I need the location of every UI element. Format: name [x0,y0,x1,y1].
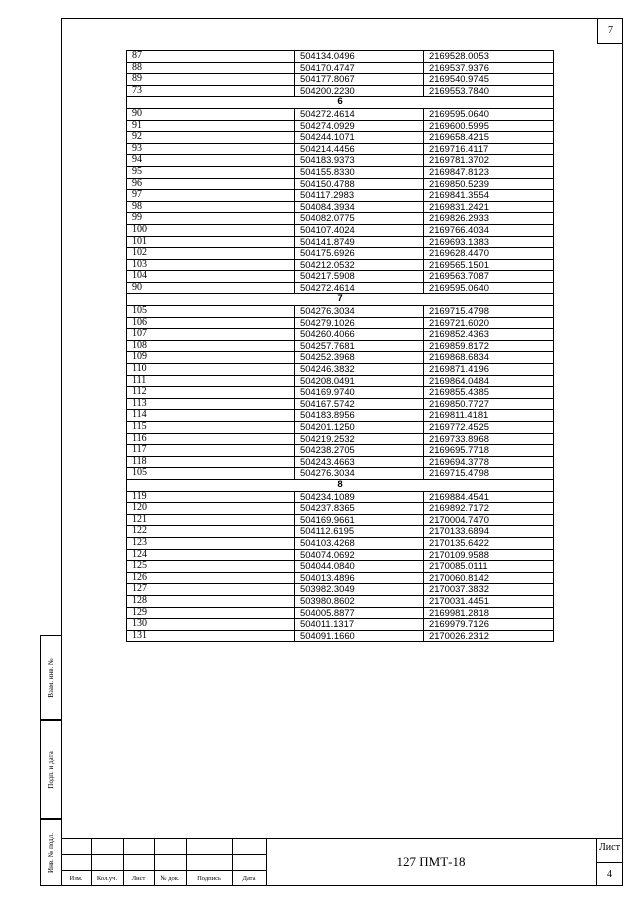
cell-x-coordinate: 504134.0496 [295,51,424,63]
cell-point-number: 106 [127,317,295,329]
cell-x-coordinate: 504200.2230 [295,85,424,97]
cell-x-coordinate: 504112.6195 [295,526,424,538]
side-label-inv-orig: Инв. № подл. [47,832,55,873]
cell-point-number: 122 [127,526,295,538]
cell-y-coordinate: 2169850.7727 [424,398,554,410]
cell-point-number: 123 [127,537,295,549]
cell-point-number: 125 [127,561,295,573]
table-row [127,248,554,260]
table-row [127,630,554,642]
table-row [127,561,554,573]
cell-x-coordinate: 504169.9740 [295,387,424,399]
table-row [127,375,554,387]
cell-x-coordinate: 503982.3049 [295,584,424,596]
cell-y-coordinate: 2169781.3702 [424,155,554,167]
cell-y-coordinate: 2169979.7126 [424,619,554,631]
cell-y-coordinate: 2169628.4470 [424,248,554,260]
cell-point-number: 116 [127,433,295,445]
table-row [127,190,554,202]
table-row [127,387,554,399]
cell-y-coordinate: 2169537.9376 [424,62,554,74]
cell-point-number: 119 [127,491,295,503]
table-row [127,132,554,144]
table-row [127,514,554,526]
cell-x-coordinate: 504141.8749 [295,236,424,248]
cell-y-coordinate: 2169694.3778 [424,456,554,468]
cell-point-number: 96 [127,178,295,190]
cell-x-coordinate: 504219.2532 [295,433,424,445]
table-row [127,201,554,213]
cell-y-coordinate: 2170133.6894 [424,526,554,538]
cell-y-coordinate: 2169868.6834 [424,352,554,364]
cell-x-coordinate: 504234.1089 [295,491,424,503]
cell-x-coordinate: 504208.0491 [295,375,424,387]
cell-x-coordinate: 504150.4788 [295,178,424,190]
title-block [61,838,623,886]
page-tab-number: 7 [597,18,623,44]
cell-x-coordinate: 504044.0840 [295,561,424,573]
cell-x-coordinate: 504279.1026 [295,317,424,329]
cell-y-coordinate: 2170085.0111 [424,561,554,573]
cell-y-coordinate: 2169859.8172 [424,340,554,352]
stamp-col-izm: Изм. [69,875,83,882]
cell-point-number: 90 [127,282,295,294]
cell-point-number: 114 [127,410,295,422]
cell-x-coordinate: 503980.8602 [295,595,424,607]
cell-x-coordinate: 504013.4896 [295,572,424,584]
table-row [127,364,554,376]
cell-point-number: 95 [127,166,295,178]
cell-x-coordinate: 504276.3034 [295,306,424,318]
coordinates-table [126,50,554,642]
cell-y-coordinate: 2169716.4117 [424,143,554,155]
cell-y-coordinate: 2170060.8142 [424,572,554,584]
table-row [127,572,554,584]
cell-y-coordinate: 2170031.4451 [424,595,554,607]
cell-point-number: 98 [127,201,295,213]
table-row [127,108,554,120]
table-row [127,537,554,549]
cell-point-number: 117 [127,445,295,457]
cell-point-number: 91 [127,120,295,132]
cell-point-number: 92 [127,132,295,144]
table-row [127,282,554,294]
table-row [127,584,554,596]
table-row [127,155,554,167]
table-row [127,85,554,97]
cell-point-number: 73 [127,85,295,97]
cell-x-coordinate: 504237.8365 [295,503,424,515]
table-row [127,468,554,480]
cell-point-number: 87 [127,51,295,63]
table-row [127,329,554,341]
table-row [127,491,554,503]
cell-x-coordinate: 504082.0775 [295,213,424,225]
table-row [127,166,554,178]
cell-y-coordinate: 2169847.8123 [424,166,554,178]
table-row [127,120,554,132]
cell-point-number: 130 [127,619,295,631]
cell-y-coordinate: 2169553.7840 [424,85,554,97]
cell-x-coordinate: 504212.0532 [295,259,424,271]
table-row [127,306,554,318]
group-header-row [127,97,554,109]
document-code: 127 ПМТ-18 [396,854,466,869]
cell-x-coordinate: 504244.1071 [295,132,424,144]
table-row [127,51,554,63]
table-row [127,503,554,515]
table-row [127,619,554,631]
cell-x-coordinate: 504005.8877 [295,607,424,619]
table-row [127,607,554,619]
cell-y-coordinate: 2170026.2312 [424,630,554,642]
cell-x-coordinate: 504170.4747 [295,62,424,74]
cell-y-coordinate: 2169693.1383 [424,236,554,248]
cell-x-coordinate: 504276.3034 [295,468,424,480]
cell-x-coordinate: 504107.4024 [295,224,424,236]
stamp-col-kol-uch: Кол.уч. [96,875,118,882]
table-row [127,271,554,283]
cell-x-coordinate: 504201.1250 [295,422,424,434]
cell-x-coordinate: 504272.4614 [295,108,424,120]
cell-x-coordinate: 504103.4268 [295,537,424,549]
cell-y-coordinate: 2169721.6020 [424,317,554,329]
cell-x-coordinate: 504243.4663 [295,456,424,468]
table-row [127,445,554,457]
cell-point-number: 124 [127,549,295,561]
cell-point-number: 127 [127,584,295,596]
cell-y-coordinate: 2169871.4196 [424,364,554,376]
table-row [127,259,554,271]
cell-y-coordinate: 2169565.1501 [424,259,554,271]
table-row [127,143,554,155]
cell-point-number: 102 [127,248,295,260]
table-row [127,74,554,86]
cell-point-number: 110 [127,364,295,376]
cell-y-coordinate: 2169841.3554 [424,190,554,202]
cell-x-coordinate: 504260.4066 [295,329,424,341]
cell-point-number: 121 [127,514,295,526]
cell-y-coordinate: 2169595.0640 [424,282,554,294]
cell-y-coordinate: 2169855.4385 [424,387,554,399]
cell-y-coordinate: 2169600.5995 [424,120,554,132]
stamp-col-signature: Подпись [197,875,221,882]
cell-y-coordinate: 2169981.2818 [424,607,554,619]
cell-y-coordinate: 2169831.2421 [424,201,554,213]
cell-y-coordinate: 2169563.7087 [424,271,554,283]
cell-y-coordinate: 2169850.5239 [424,178,554,190]
cell-x-coordinate: 504183.9373 [295,155,424,167]
cell-point-number: 104 [127,271,295,283]
cell-y-coordinate: 2169715.4798 [424,306,554,318]
group-header: 7 [127,294,554,306]
table-row [127,422,554,434]
cell-y-coordinate: 2169595.0640 [424,108,554,120]
cell-point-number: 93 [127,143,295,155]
cell-y-coordinate: 2170004.7470 [424,514,554,526]
table-row [127,224,554,236]
cell-y-coordinate: 2169715.4798 [424,468,554,480]
table-row [127,352,554,364]
table-row [127,456,554,468]
cell-y-coordinate: 2169811.4181 [424,410,554,422]
cell-point-number: 108 [127,340,295,352]
cell-point-number: 131 [127,630,295,642]
cell-point-number: 94 [127,155,295,167]
cell-point-number: 126 [127,572,295,584]
cell-point-number: 113 [127,398,295,410]
cell-x-coordinate: 504272.4614 [295,282,424,294]
cell-y-coordinate: 2169864.0484 [424,375,554,387]
cell-x-coordinate: 504167.5742 [295,398,424,410]
cell-x-coordinate: 504169.9661 [295,514,424,526]
group-header-row [127,294,554,306]
cell-y-coordinate: 2169528.0053 [424,51,554,63]
cell-y-coordinate: 2169733.8968 [424,433,554,445]
table-row [127,398,554,410]
cell-x-coordinate: 504011.1317 [295,619,424,631]
cell-y-coordinate: 2170109.9588 [424,549,554,561]
stamp-col-doc: № док. [160,875,180,882]
cell-x-coordinate: 504252.3968 [295,352,424,364]
cell-x-coordinate: 504214.4456 [295,143,424,155]
cell-x-coordinate: 504217.5908 [295,271,424,283]
table-row [127,410,554,422]
cell-y-coordinate: 2169766.4034 [424,224,554,236]
cell-point-number: 109 [127,352,295,364]
cell-x-coordinate: 504183.8956 [295,410,424,422]
cell-point-number: 89 [127,74,295,86]
table-row [127,236,554,248]
cell-x-coordinate: 504155.8330 [295,166,424,178]
cell-x-coordinate: 504091.1660 [295,630,424,642]
table-row [127,549,554,561]
side-box-inv-orig [40,819,61,886]
cell-point-number: 103 [127,259,295,271]
cell-point-number: 128 [127,595,295,607]
table-row [127,526,554,538]
cell-point-number: 118 [127,456,295,468]
side-label-sign-date: Подп. и дата [47,750,55,789]
table-row [127,340,554,352]
cell-y-coordinate: 2169884.4541 [424,491,554,503]
cell-y-coordinate: 2169772.4525 [424,422,554,434]
cell-x-coordinate: 504074.0692 [295,549,424,561]
sheet-number: 4 [607,868,612,880]
table-row [127,213,554,225]
group-header: 8 [127,479,554,491]
cell-point-number: 112 [127,387,295,399]
cell-point-number: 115 [127,422,295,434]
side-box-inv-sub [40,635,61,720]
stamp-col-date: Дата [242,875,256,882]
cell-point-number: 105 [127,468,295,480]
table-row [127,178,554,190]
table-row [127,62,554,74]
cell-point-number: 105 [127,306,295,318]
cell-x-coordinate: 504238.2705 [295,445,424,457]
cell-x-coordinate: 504257.7681 [295,340,424,352]
cell-y-coordinate: 2169658.4215 [424,132,554,144]
cell-point-number: 107 [127,329,295,341]
cell-point-number: 90 [127,108,295,120]
cell-x-coordinate: 504177.8067 [295,74,424,86]
cell-x-coordinate: 504175.6926 [295,248,424,260]
cell-y-coordinate: 2170037.3832 [424,584,554,596]
stamp-col-list: Лист [131,875,146,882]
group-header-row [127,479,554,491]
cell-point-number: 100 [127,224,295,236]
cell-y-coordinate: 2169695.7718 [424,445,554,457]
side-box-sign-date [40,720,61,819]
table-row [127,433,554,445]
cell-point-number: 120 [127,503,295,515]
cell-x-coordinate: 504117.2983 [295,190,424,202]
side-label-inv-sub: Взам. инв. № [47,657,55,698]
cell-y-coordinate: 2169892.7172 [424,503,554,515]
cell-point-number: 88 [127,62,295,74]
cell-y-coordinate: 2169826.2933 [424,213,554,225]
sheet-label: Лист [599,842,620,853]
table-row [127,317,554,329]
cell-x-coordinate: 504084.3934 [295,201,424,213]
cell-y-coordinate: 2169852.4363 [424,329,554,341]
cell-y-coordinate: 2170135.6422 [424,537,554,549]
cell-point-number: 111 [127,375,295,387]
cell-point-number: 129 [127,607,295,619]
cell-point-number: 101 [127,236,295,248]
cell-point-number: 97 [127,190,295,202]
cell-point-number: 99 [127,213,295,225]
cell-x-coordinate: 504246.3832 [295,364,424,376]
table-row [127,595,554,607]
cell-x-coordinate: 504274.0929 [295,120,424,132]
cell-y-coordinate: 2169540.9745 [424,74,554,86]
group-header: 6 [127,97,554,109]
